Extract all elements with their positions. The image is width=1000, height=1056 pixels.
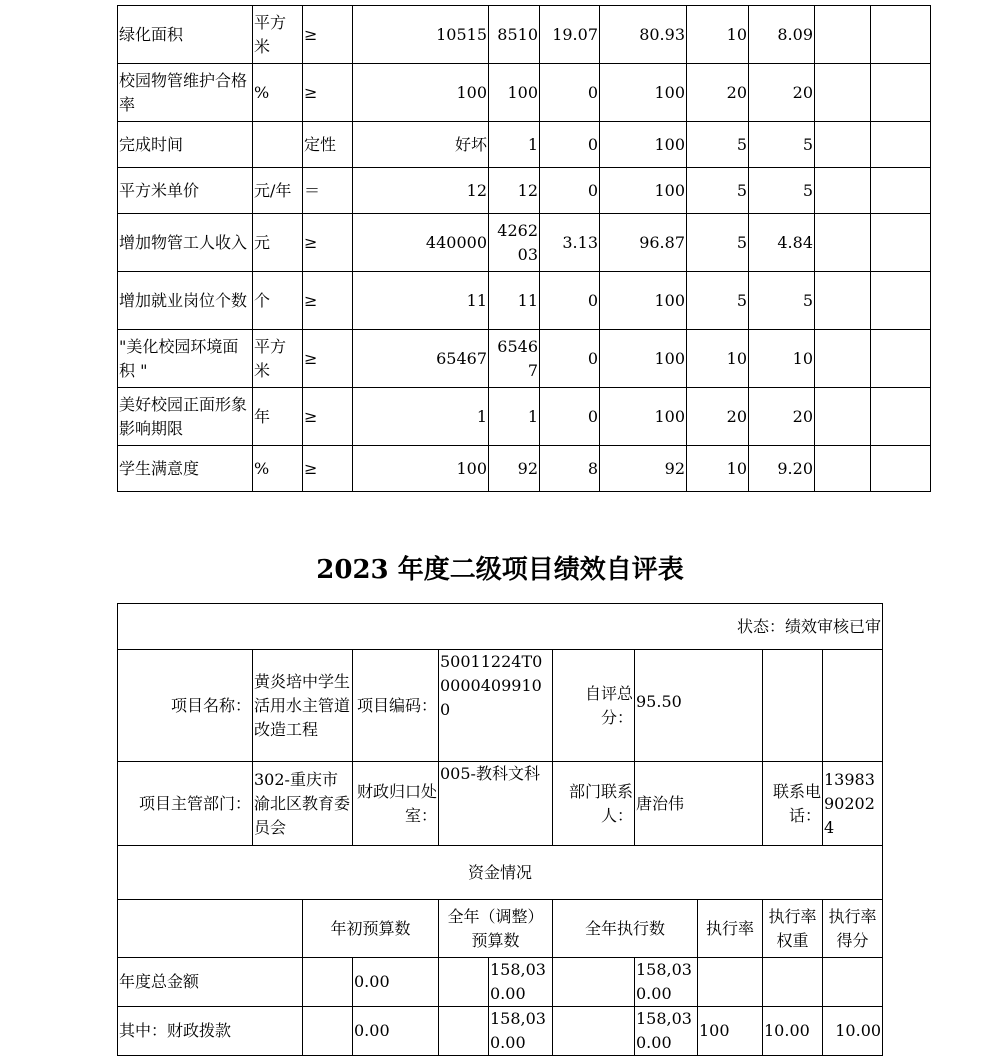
exec-rate-weight-value: 10.00 — [763, 1007, 823, 1056]
table-row — [118, 446, 931, 492]
empty-cell — [118, 900, 303, 958]
phone-label: 联系电话： — [763, 762, 823, 846]
indicator-unit: 个 — [253, 272, 303, 330]
indicator-weight: 5 — [687, 272, 749, 330]
empty-cell — [763, 650, 823, 762]
empty-cell — [815, 214, 871, 272]
table-row — [118, 6, 931, 64]
indicator-weight: 10 — [687, 446, 749, 492]
indicator-operator: ＝ — [303, 168, 353, 214]
dept-value: 302-重庆市渝北区教育委员会 — [253, 762, 353, 846]
indicator-actual: 8510 — [489, 6, 540, 64]
exec-rate-weight-header: 执行率权重 — [763, 900, 823, 958]
empty-cell — [823, 650, 883, 762]
exec-rate-score-header: 执行率得分 — [823, 900, 883, 958]
indicator-operator: ≥ — [303, 330, 353, 388]
page-title: 2023 年度二级项目绩效自评表 — [316, 555, 684, 585]
indicator-unit: 平方米 — [253, 330, 303, 388]
indicator-unit: % — [253, 446, 303, 492]
empty-cell — [815, 446, 871, 492]
executed-value: 158,030.00 — [635, 958, 698, 1007]
empty-cell — [815, 388, 871, 446]
self-score-value: 95.50 — [635, 650, 763, 762]
indicator-unit — [253, 122, 303, 168]
adjusted-budget-value: 158,030.00 — [489, 1007, 553, 1056]
indicator-weight: 10 — [687, 6, 749, 64]
exec-rate-value: 100 — [698, 1007, 763, 1056]
exec-rate-score-value — [823, 958, 883, 1007]
indicator-name: 校园物管维护合格率 — [118, 64, 253, 122]
indicator-weight: 20 — [687, 388, 749, 446]
indicator-name: 平方米单价 — [118, 168, 253, 214]
indicator-score: 20 — [749, 388, 815, 446]
table-row — [118, 214, 931, 272]
indicator-unit: 年 — [253, 388, 303, 446]
empty-cell — [815, 6, 871, 64]
indicator-actual: 65467 — [489, 330, 540, 388]
project-name-label: 项目名称： — [118, 650, 253, 762]
indicator-actual: 426203 — [489, 214, 540, 272]
self-score-label: 自评总分： — [553, 650, 635, 762]
exec-rate-weight-value — [763, 958, 823, 1007]
empty-cell — [871, 272, 931, 330]
indicator-rate: 92 — [600, 446, 687, 492]
table-row — [118, 272, 931, 330]
table-row — [118, 168, 931, 214]
initial-budget-header: 年初预算数 — [303, 900, 439, 958]
empty-cell — [815, 64, 871, 122]
indicator-rate: 100 — [600, 388, 687, 446]
indicator-operator: ≥ — [303, 446, 353, 492]
table-row — [118, 388, 931, 446]
indicator-actual: 1 — [489, 122, 540, 168]
empty-cell — [871, 388, 931, 446]
indicator-target: 11 — [353, 272, 489, 330]
table-row — [118, 958, 883, 1007]
indicator-deviation: 0 — [540, 64, 600, 122]
indicator-deviation: 19.07 — [540, 6, 600, 64]
indicator-target: 10515 — [353, 6, 489, 64]
indicator-score: 4.84 — [749, 214, 815, 272]
fund-row-label: 年度总金额 — [118, 958, 303, 1007]
empty-cell — [871, 168, 931, 214]
indicator-deviation: 0 — [540, 272, 600, 330]
table-row — [118, 1007, 883, 1056]
indicator-weight: 5 — [687, 168, 749, 214]
indicator-score: 5 — [749, 122, 815, 168]
indicator-actual: 1 — [489, 388, 540, 446]
finance-label: 财政归口处室： — [353, 762, 439, 846]
executed-value: 158,030.00 — [635, 1007, 698, 1056]
indicator-deviation: 0 — [540, 388, 600, 446]
empty-cell — [871, 330, 931, 388]
indicator-operator: ≥ — [303, 388, 353, 446]
indicator-name: 增加就业岗位个数 — [118, 272, 253, 330]
indicator-actual: 11 — [489, 272, 540, 330]
empty-cell — [303, 1007, 353, 1056]
indicator-operator: 定性 — [303, 122, 353, 168]
indicator-name: 学生满意度 — [118, 446, 253, 492]
indicator-score: 20 — [749, 64, 815, 122]
indicator-target: 1 — [353, 388, 489, 446]
indicator-unit: % — [253, 64, 303, 122]
indicator-operator: ≥ — [303, 214, 353, 272]
project-code-value: 50011224T000004099100 — [439, 650, 553, 762]
adjusted-budget-header: 全年（调整）预算数 — [439, 900, 553, 958]
empty-cell — [871, 6, 931, 64]
dept-label: 项目主管部门： — [118, 762, 253, 846]
project-code-label: 项目编码： — [353, 650, 439, 762]
empty-cell — [439, 1007, 489, 1056]
indicator-unit: 平方米 — [253, 6, 303, 64]
indicator-target: 好坏 — [353, 122, 489, 168]
indicator-score: 10 — [749, 330, 815, 388]
indicator-unit: 元/年 — [253, 168, 303, 214]
indicator-name: "美化校园环境面积 " — [118, 330, 253, 388]
indicator-name: 增加物管工人收入 — [118, 214, 253, 272]
indicator-target: 100 — [353, 64, 489, 122]
adjusted-budget-value: 158,030.00 — [489, 958, 553, 1007]
table-row — [118, 122, 931, 168]
indicator-deviation: 3.13 — [540, 214, 600, 272]
indicator-score: 9.20 — [749, 446, 815, 492]
initial-budget-value: 0.00 — [353, 1007, 439, 1056]
empty-cell — [871, 446, 931, 492]
finance-value: 005-教科文科 — [439, 762, 553, 846]
project-name-value: 黄炎培中学生活用水主管道改造工程 — [253, 650, 353, 762]
empty-cell — [553, 958, 635, 1007]
empty-cell — [303, 958, 353, 1007]
contact-label: 部门联系人： — [553, 762, 635, 846]
indicator-actual: 92 — [489, 446, 540, 492]
indicator-score: 8.09 — [749, 6, 815, 64]
funds-section-label: 资金情况 — [118, 846, 883, 900]
initial-budget-value: 0.00 — [353, 958, 439, 1007]
empty-cell — [871, 122, 931, 168]
indicator-name: 完成时间 — [118, 122, 253, 168]
exec-rate-score-value: 10.00 — [823, 1007, 883, 1056]
indicator-table — [117, 5, 931, 492]
empty-cell — [815, 330, 871, 388]
contact-value: 唐治伟 — [635, 762, 763, 846]
indicator-weight: 10 — [687, 330, 749, 388]
indicator-target: 65467 — [353, 330, 489, 388]
indicator-rate: 100 — [600, 330, 687, 388]
indicator-name: 绿化面积 — [118, 6, 253, 64]
empty-cell — [815, 122, 871, 168]
indicator-unit: 元 — [253, 214, 303, 272]
empty-cell — [439, 958, 489, 1007]
indicator-rate: 100 — [600, 168, 687, 214]
indicator-rate: 100 — [600, 122, 687, 168]
indicator-operator: ≥ — [303, 64, 353, 122]
phone-value: 13983902024 — [823, 762, 883, 846]
indicator-actual: 12 — [489, 168, 540, 214]
executed-header: 全年执行数 — [553, 900, 698, 958]
indicator-weight: 5 — [687, 122, 749, 168]
indicator-weight: 20 — [687, 64, 749, 122]
empty-cell — [815, 272, 871, 330]
self-evaluation-table — [117, 603, 883, 1056]
empty-cell — [871, 214, 931, 272]
exec-rate-value — [698, 958, 763, 1007]
indicator-rate: 96.87 — [600, 214, 687, 272]
indicator-actual: 100 — [489, 64, 540, 122]
empty-cell — [815, 168, 871, 214]
indicator-score: 5 — [749, 272, 815, 330]
indicator-deviation: 8 — [540, 446, 600, 492]
indicator-rate: 100 — [600, 64, 687, 122]
indicator-target: 440000 — [353, 214, 489, 272]
exec-rate-header: 执行率 — [698, 900, 763, 958]
indicator-name: 美好校园正面形象影响期限 — [118, 388, 253, 446]
indicator-target: 12 — [353, 168, 489, 214]
empty-cell — [871, 64, 931, 122]
table-row — [118, 330, 931, 388]
indicator-operator: ≥ — [303, 6, 353, 64]
indicator-deviation: 0 — [540, 330, 600, 388]
indicator-score: 5 — [749, 168, 815, 214]
indicator-deviation: 0 — [540, 122, 600, 168]
indicator-rate: 100 — [600, 272, 687, 330]
empty-cell — [553, 1007, 635, 1056]
indicator-target: 100 — [353, 446, 489, 492]
status-text: 状态：绩效审核已审 — [118, 604, 883, 650]
table-row — [118, 64, 931, 122]
fund-row-label: 其中：财政拨款 — [118, 1007, 303, 1056]
indicator-rate: 80.93 — [600, 6, 687, 64]
indicator-deviation: 0 — [540, 168, 600, 214]
indicator-operator: ≥ — [303, 272, 353, 330]
indicator-weight: 5 — [687, 214, 749, 272]
